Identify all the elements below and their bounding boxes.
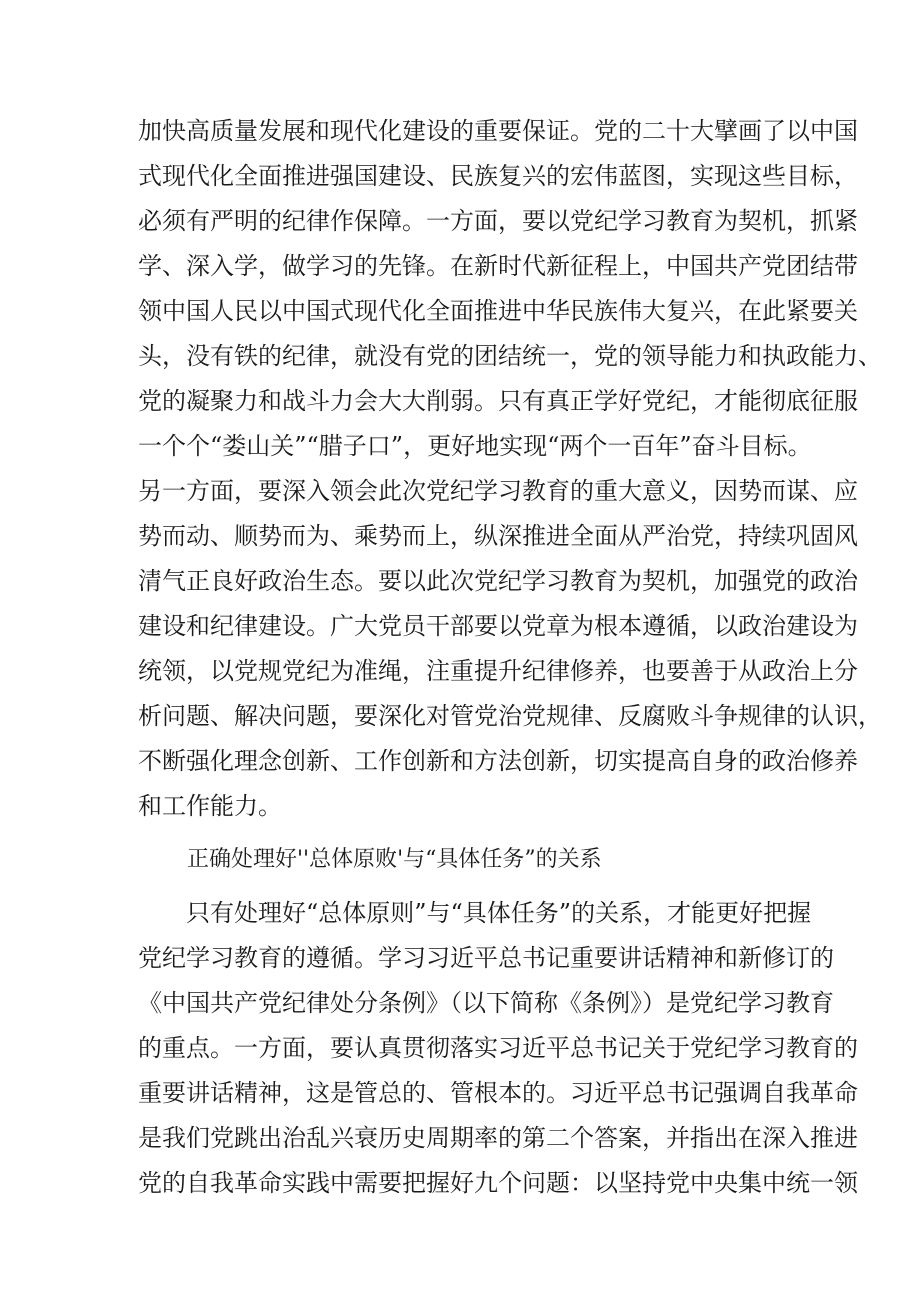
section-heading: 正确处理好''总体原败'与“具体任务”的关系 [187, 847, 602, 872]
paragraph-line: 党纪学习教育的遵循。学习习近平总书记重要讲话精神和新修订的 [138, 944, 834, 972]
paragraph-line: 不断强化理念创新、工作创新和方法创新，切实提高自身的政治修养 [138, 747, 858, 775]
paragraph-line: 必须有严明的纪律作保障。一方面，要以党纪学习教育为契机，抓紧 [138, 207, 858, 235]
paragraph-line: 头，没有铁的纪律，就没有党的团结统一，党的领导能力和执政能力、 [138, 342, 882, 370]
paragraph-line: 清气正良好政治生态。要以此次党纪学习教育为契机，加强党的政治 [138, 567, 858, 595]
paragraph-line: 另一方面，要深入领会此次党纪学习教育的重大意义，因势而谋、应 [138, 477, 858, 505]
paragraph-line: 加快高质量发展和现代化建设的重要保证。党的二十大擘画了以中国 [138, 117, 858, 145]
paragraph-line: 重要讲话精神，这是管总的、管根本的。习近平总书记强调自我革命 [138, 1079, 858, 1107]
paragraph-line: 《中国共产党纪律处分条例》（以下简称《条例》）是党纪学习教育 [138, 989, 834, 1017]
paragraph-line: 和工作能力。 [138, 792, 282, 820]
paragraph-line: 学、深入学，做学习的先锋。在新时代新征程上，中国共产党团结带 [138, 252, 858, 280]
paragraph-line: 是我们党跳出治乱兴衰历史周期率的第二个答案，并指出在深入推进 [138, 1124, 858, 1152]
paragraph-line: 势而动、顺势而为、乘势而上，纵深推进全面从严治党，持续巩固风 [138, 522, 858, 550]
paragraph-line: 析问题、解决问题，要深化对管党治党规律、反腐败斗争规律的认识， [138, 702, 882, 730]
paragraph-line: 领中国人民以中国式现代化全面推进中华民族伟大复兴，在此紧要关 [138, 297, 858, 325]
paragraph-line: 统领，以党规党纪为准绳，注重提升纪律修养，也要善于从政治上分 [138, 657, 858, 685]
paragraph-line: 只有处理好“总体原则”与“具体任务”的关系，才能更好把握 [186, 899, 812, 927]
paragraph-line: 党的自我革命实践中需要把握好九个问题：以坚持党中央集中统一领 [138, 1169, 858, 1197]
paragraph-line: 党的凝聚力和战斗力会大大削弱。只有真正学好党纪，才能彻底征服 [138, 387, 858, 415]
paragraph-line: 建设和纪律建设。广大党员干部要以党章为根本遵循，以政治建设为 [138, 612, 858, 640]
paragraph-line: 的重点。一方面，要认真贯彻落实习近平总书记关于党纪学习教育的 [138, 1034, 858, 1062]
paragraph-line: 一个个“娄山关”“腊子口”，更好地实现“两个一百年”奋斗目标。 [138, 432, 812, 460]
paragraph-line: 式现代化全面推进强国建设、民族复兴的宏伟蓝图，实现这些目标， [138, 162, 858, 190]
